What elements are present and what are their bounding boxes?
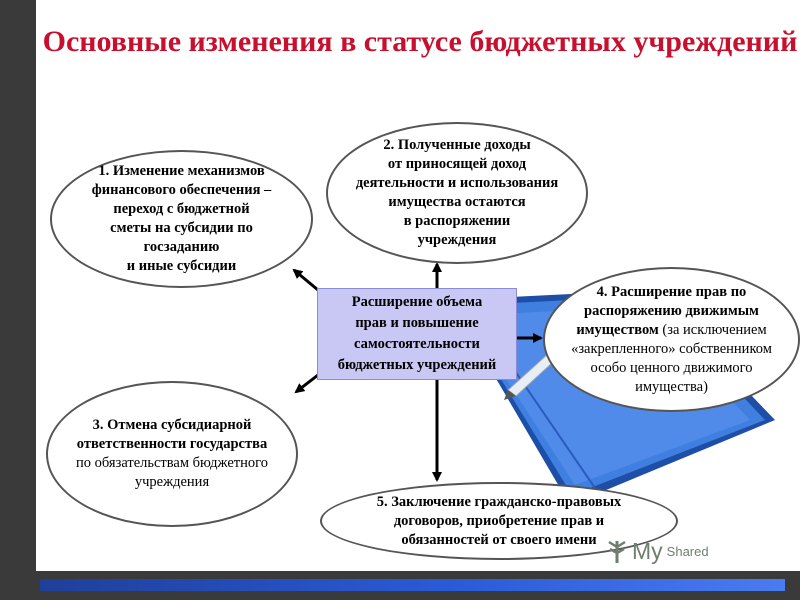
oval-box-2 [326, 122, 588, 264]
box-3-bold-text: 3. Отмена субсидиарной ответственности государства [76, 417, 268, 452]
arrow-to-box-3 [296, 375, 318, 392]
tree-icon [606, 539, 628, 565]
box-5-text: 5. Заключение гражданско-правовых договоров, приобретение прав и обязанностей от своего имени [376, 493, 622, 548]
watermark [606, 538, 709, 565]
center-box: Расширение объема прав и повышение самостоятельности бюджетных учреждений [317, 288, 517, 380]
box-4-regular-text: (за исключением «закрепленного» собственником особо ценного движимого имущества) [571, 321, 772, 395]
oval-box-3 [46, 381, 298, 527]
oval-box-4 [543, 267, 800, 412]
box-4-bold-text: 4. Расширение прав по распоряжению движимым имуществом [576, 283, 759, 338]
arrow-to-box-1 [294, 270, 318, 290]
box-1-text: 1. Изменение механизмов финансового обеспечения – переход с бюджетной сметы на субсидии по госзаданию и иные субсидии [91, 163, 272, 274]
slide-title: Основные изменения в статусе бюджетных учреждений [42, 25, 798, 58]
box-3-content [76, 416, 268, 492]
box-4-content [571, 283, 772, 397]
box-2-text: 2. Полученные доходы от приносящей доход деятельности и использования имущества остаются в распоряжении учреждения [355, 137, 559, 248]
watermark-rest: Shared [666, 544, 709, 559]
oval-box-1 [50, 150, 313, 288]
watermark-brand: My [632, 538, 663, 564]
box-3-regular-text: по обязательствам бюджетного учреждения [76, 455, 268, 490]
